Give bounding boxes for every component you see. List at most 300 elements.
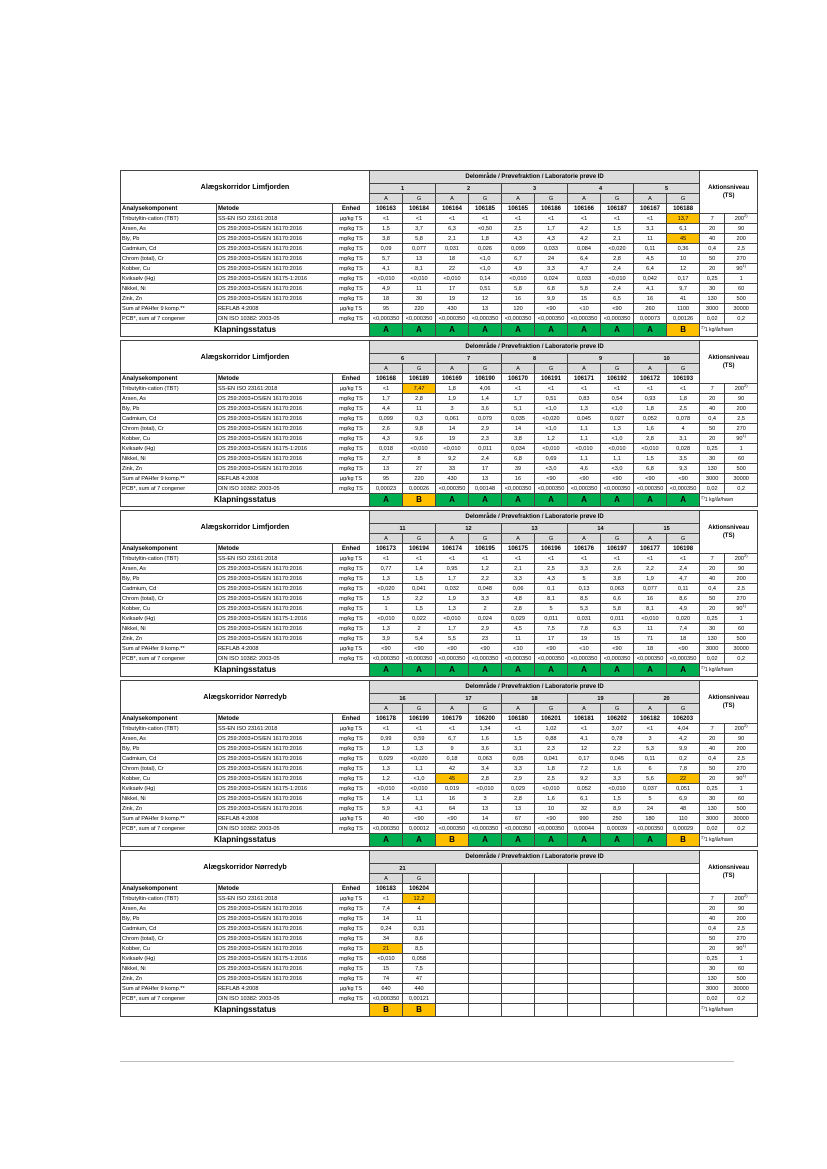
measurement-cell: 0,020 <box>667 614 700 624</box>
action-level-1: 20 <box>700 944 725 954</box>
component-unit: mg/kg TS <box>333 264 370 274</box>
measurement-cell <box>601 914 634 924</box>
sample-fraction-g: G <box>469 364 502 374</box>
measurement-cell: 1,4 <box>403 564 436 574</box>
action-level-2 <box>725 634 758 644</box>
measurement-cell: 5,9 <box>370 804 403 814</box>
sample-header: Delområde / Prøvefraktion / Laboratorie prøve ID <box>370 511 700 524</box>
action-level-label: Aktionsniveau <box>708 695 750 701</box>
measurement-cell: 990 <box>568 814 601 824</box>
subarea-number: 6 <box>370 354 436 364</box>
table-row <box>121 394 758 404</box>
status-badge: A <box>502 324 535 337</box>
measurement-cell: 4,7 <box>667 574 700 584</box>
action-level-2-value: 270 <box>736 425 746 432</box>
measurement-cell: 5,1 <box>502 404 535 414</box>
sample-fraction-a: A <box>634 704 667 714</box>
measurement-cell: <90 <box>601 644 634 654</box>
measurement-cell: <1 <box>370 214 403 224</box>
measurement-cell: 2,5 <box>535 564 568 574</box>
measurement-cell <box>469 954 502 964</box>
table-row <box>121 214 758 224</box>
measurement-cell: 4,1 <box>634 284 667 294</box>
measurement-cell <box>568 894 601 904</box>
subarea-number <box>502 864 568 874</box>
component-name: Kobber, Cu <box>121 264 217 274</box>
measurement-cell: 0,011 <box>469 444 502 454</box>
measurement-cell: 45 <box>436 774 469 784</box>
measurement-cell <box>667 944 700 954</box>
measurement-cell: 0,037 <box>634 784 667 794</box>
measurement-cell: 17 <box>436 284 469 294</box>
component-method: DS 259:2003+DS/EN 16170:2016 <box>217 394 333 404</box>
measurement-cell: 0,95 <box>436 564 469 574</box>
measurement-cell: 2,4 <box>601 284 634 294</box>
lab-sample-id: 106192 <box>601 374 634 384</box>
action-level-2 <box>725 954 758 964</box>
measurement-cell: <0,000350 <box>535 654 568 664</box>
subarea-number <box>634 864 700 874</box>
measurement-cell: 23 <box>469 634 502 644</box>
measurement-cell: 0,029 <box>370 754 403 764</box>
table-title: Alægskorridor Limfjorden <box>121 171 370 204</box>
status-badge: A <box>601 834 634 847</box>
action-level-1: 50 <box>700 764 725 774</box>
component-name: Arsen, As <box>121 224 217 234</box>
action-level-1: 40 <box>700 234 725 244</box>
component-unit: mg/kg TS <box>333 454 370 464</box>
measurement-cell <box>535 914 568 924</box>
measurement-cell: 48 <box>667 804 700 814</box>
measurement-cell <box>634 904 667 914</box>
component-unit: mg/kg TS <box>333 464 370 474</box>
component-method: DS 259:2003+DS/EN 16170:2016 <box>217 454 333 464</box>
lab-sample-id: 106172 <box>634 374 667 384</box>
measurement-cell <box>436 914 469 924</box>
measurement-cell: <0,010 <box>601 274 634 284</box>
footnote <box>700 494 758 507</box>
measurement-cell: 4,1 <box>568 734 601 744</box>
action-level-1: 20 <box>700 774 725 784</box>
subarea-number: 10 <box>634 354 700 364</box>
action-level-1: 20 <box>700 904 725 914</box>
action-level-2-value: 270 <box>736 935 746 942</box>
measurement-cell: <1 <box>370 554 403 564</box>
column-header-method: Metode <box>217 544 333 554</box>
measurement-cell: <0,000350 <box>469 824 502 834</box>
subarea-number: 18 <box>502 694 568 704</box>
measurement-cell <box>601 924 634 934</box>
measurement-cell: <1 <box>469 214 502 224</box>
status-badge <box>634 1004 667 1017</box>
table-row <box>121 954 758 964</box>
measurement-cell: <1,0 <box>403 774 436 784</box>
measurement-cell: 16 <box>502 294 535 304</box>
measurement-cell: <0,000350 <box>370 824 403 834</box>
measurement-cell: 2,6 <box>370 424 403 434</box>
analysis-table-block <box>120 340 750 507</box>
measurement-cell: 18 <box>634 644 667 654</box>
measurement-cell: 250 <box>601 814 634 824</box>
measurement-cell: 0,048 <box>469 584 502 594</box>
measurement-cell: 6,4 <box>634 264 667 274</box>
action-level-header <box>700 341 758 384</box>
measurement-cell: <0,010 <box>370 784 403 794</box>
measurement-cell: 1,5 <box>403 574 436 584</box>
action-level-2 <box>725 554 758 564</box>
component-unit: mg/kg TS <box>333 624 370 634</box>
measurement-cell <box>601 904 634 914</box>
measurement-cell: 4,1 <box>403 804 436 814</box>
action-level-sub: (TS) <box>722 703 735 709</box>
measurement-cell: 0,99 <box>370 734 403 744</box>
measurement-cell: 2,1 <box>436 234 469 244</box>
action-level-2 <box>725 894 758 904</box>
lab-sample-id: 106181 <box>568 714 601 724</box>
measurement-cell: 3 <box>634 734 667 744</box>
measurement-cell <box>667 954 700 964</box>
action-level-1: 0,25 <box>700 274 725 284</box>
measurement-cell: 2,2 <box>403 594 436 604</box>
measurement-cell: 41 <box>667 294 700 304</box>
table-row <box>121 824 758 834</box>
lab-sample-id: 106185 <box>469 204 502 214</box>
measurement-cell: 0,00039 <box>601 824 634 834</box>
analysis-table-block <box>120 680 750 847</box>
component-name: Nikkel, Ni <box>121 624 217 634</box>
table-row <box>121 314 758 324</box>
measurement-cell <box>601 894 634 904</box>
action-level-2 <box>725 934 758 944</box>
measurement-cell: 16 <box>634 294 667 304</box>
measurement-cell: 0,13 <box>568 584 601 594</box>
measurement-cell <box>568 914 601 924</box>
measurement-cell: 10 <box>667 254 700 264</box>
component-unit: mg/kg TS <box>333 414 370 424</box>
measurement-cell: <1,0 <box>535 424 568 434</box>
action-level-2-value: 30000 <box>733 985 749 992</box>
measurement-cell: 9 <box>436 744 469 754</box>
action-level-2-value: 60 <box>738 795 745 802</box>
measurement-cell: 9,2 <box>568 774 601 784</box>
action-level-2-value: 500 <box>736 465 746 472</box>
lab-sample-id: 106189 <box>403 374 436 384</box>
component-unit: µg/kg TS <box>333 384 370 394</box>
measurement-cell: <1 <box>601 554 634 564</box>
lab-sample-id <box>667 884 700 894</box>
measurement-cell <box>634 994 667 1004</box>
action-level-1: 20 <box>700 394 725 404</box>
lab-sample-id: 106191 <box>535 374 568 384</box>
component-unit: mg/kg TS <box>333 744 370 754</box>
action-level-sub: (TS) <box>722 193 735 199</box>
lab-sample-id: 106174 <box>436 544 469 554</box>
measurement-cell: 1,1 <box>403 764 436 774</box>
measurement-cell: 18 <box>436 254 469 264</box>
component-unit: mg/kg TS <box>333 994 370 1004</box>
measurement-cell: 6,5 <box>601 294 634 304</box>
lab-sample-id: 106167 <box>634 204 667 214</box>
component-method: DS 259:2003+DS/EN 16170:2016 <box>217 564 333 574</box>
sample-fraction-g: G <box>667 704 700 714</box>
component-unit: µg/kg TS <box>333 724 370 734</box>
component-name: Tributyltin-cation (TBT) <box>121 384 217 394</box>
measurement-cell: <0,000350 <box>667 654 700 664</box>
measurement-cell: 64 <box>436 804 469 814</box>
action-level-1: 20 <box>700 224 725 234</box>
measurement-cell: 33 <box>436 464 469 474</box>
measurement-cell <box>469 984 502 994</box>
lab-sample-id: 106163 <box>370 204 403 214</box>
measurement-cell: 2,6 <box>601 564 634 574</box>
measurement-cell: 0,11 <box>634 754 667 764</box>
component-name: Sum af PAHfer 9 komp.** <box>121 474 217 484</box>
measurement-cell: 0,00044 <box>568 824 601 834</box>
measurement-cell <box>601 974 634 984</box>
status-badge: A <box>502 834 535 847</box>
table-row <box>121 734 758 744</box>
measurement-cell: 0,051 <box>667 784 700 794</box>
table-row <box>121 804 758 814</box>
measurement-cell: <0,000350 <box>502 484 535 494</box>
component-method: DS 259:2003+DS/EN 16170:2016 <box>217 404 333 414</box>
component-name: Bly, Pb <box>121 574 217 584</box>
measurement-cell <box>469 934 502 944</box>
measurement-cell: 11 <box>403 404 436 414</box>
measurement-cell: 0,77 <box>370 564 403 574</box>
measurement-cell <box>436 974 469 984</box>
status-label: Klapningsstatus <box>121 494 370 507</box>
action-level-1: 130 <box>700 464 725 474</box>
measurement-cell: 19 <box>436 434 469 444</box>
measurement-cell: 4,9 <box>667 604 700 614</box>
measurement-cell <box>634 964 667 974</box>
measurement-cell: 18 <box>667 634 700 644</box>
action-level-2-value: 1 <box>739 785 743 792</box>
action-level-1: 3000 <box>700 814 725 824</box>
component-method: DIN ISO 10382: 2003-05 <box>217 824 333 834</box>
lab-sample-id: 106164 <box>436 204 469 214</box>
component-name: Kobber, Cu <box>121 604 217 614</box>
measurement-cell: 17 <box>535 634 568 644</box>
measurement-cell <box>568 974 601 984</box>
action-level-2 <box>725 964 758 974</box>
measurement-cell: <0,010 <box>634 614 667 624</box>
component-name: Nikkel, Ni <box>121 284 217 294</box>
component-method: DS 259:2003+DS/EN 16170:2016 <box>217 224 333 234</box>
measurement-cell: 1,3 <box>370 574 403 584</box>
table-row <box>121 934 758 944</box>
table-row <box>121 774 758 784</box>
measurement-cell: 0,077 <box>634 584 667 594</box>
component-method: DS 259:2003+DS/EN 16170:2016 <box>217 294 333 304</box>
measurement-cell: 13 <box>469 304 502 314</box>
measurement-cell: 0,00126 <box>667 314 700 324</box>
sample-header: Delområde / Prøvefraktion / Laboratorie prøve ID <box>370 851 700 864</box>
measurement-cell: 2,5 <box>502 224 535 234</box>
column-header-method: Metode <box>217 204 333 214</box>
measurement-cell: 1,34 <box>469 724 502 734</box>
measurement-cell: 9,6 <box>403 434 436 444</box>
measurement-cell: 8,9 <box>601 804 634 814</box>
action-level-1: 0,4 <box>700 924 725 934</box>
sample-fraction-a: A <box>370 194 403 204</box>
measurement-cell: <1 <box>502 384 535 394</box>
action-level-1: 3000 <box>700 474 725 484</box>
measurement-cell: 0,2 <box>667 754 700 764</box>
measurement-cell: 7,4 <box>370 904 403 914</box>
measurement-cell: 27 <box>403 464 436 474</box>
status-badge: A <box>436 324 469 337</box>
status-badge: A <box>502 494 535 507</box>
measurement-cell: 2,8 <box>502 604 535 614</box>
measurement-cell: 0,099 <box>502 244 535 254</box>
measurement-cell: 1100 <box>667 304 700 314</box>
measurement-cell <box>568 944 601 954</box>
action-level-label: Aktionsniveau <box>708 185 750 191</box>
column-header-unit: Enhed <box>333 544 370 554</box>
measurement-cell: 1,9 <box>436 594 469 604</box>
measurement-cell: <0,010 <box>436 274 469 284</box>
measurement-cell <box>667 934 700 944</box>
measurement-cell: 1,8 <box>469 234 502 244</box>
measurement-cell: 0,052 <box>568 784 601 794</box>
measurement-cell: 3,8 <box>502 434 535 444</box>
action-level-2 <box>725 624 758 634</box>
action-level-2 <box>725 284 758 294</box>
measurement-cell: <90 <box>436 644 469 654</box>
measurement-cell <box>502 964 535 974</box>
lab-sample-id: 106177 <box>634 544 667 554</box>
table-row <box>121 304 758 314</box>
action-level-1: 30 <box>700 284 725 294</box>
sample-fraction-g: G <box>469 534 502 544</box>
component-method: SS-EN ISO 23161:2018 <box>217 724 333 734</box>
action-level-2-value: 90 <box>738 225 745 232</box>
measurement-cell <box>502 904 535 914</box>
measurement-cell: 8,6 <box>667 594 700 604</box>
sample-fraction-a: A <box>634 364 667 374</box>
table-row <box>121 584 758 594</box>
measurement-cell: 6,4 <box>568 254 601 264</box>
action-level-2-value: 200 <box>736 235 746 242</box>
table-row <box>121 754 758 764</box>
measurement-cell: <10 <box>568 644 601 654</box>
measurement-cell: <0,000350 <box>601 314 634 324</box>
component-unit: µg/kg TS <box>333 474 370 484</box>
component-unit: mg/kg TS <box>333 424 370 434</box>
measurement-cell <box>667 994 700 1004</box>
sample-fraction-g: G <box>535 704 568 714</box>
status-label: Klapningsstatus <box>121 834 370 847</box>
measurement-cell: 2,5 <box>535 774 568 784</box>
measurement-cell: <1 <box>601 214 634 224</box>
measurement-cell: 0,18 <box>436 754 469 764</box>
table-row <box>121 244 758 254</box>
measurement-cell: 0,031 <box>568 614 601 624</box>
component-name: Cadmium, Cd <box>121 244 217 254</box>
measurement-cell: <0,000350 <box>436 484 469 494</box>
measurement-cell: <1 <box>667 554 700 564</box>
measurement-cell <box>535 984 568 994</box>
status-badge: A <box>667 494 700 507</box>
analysis-table <box>120 340 758 507</box>
action-level-header <box>700 171 758 214</box>
measurement-cell: <0,000350 <box>370 654 403 664</box>
component-method: DIN ISO 10382: 2003-05 <box>217 484 333 494</box>
measurement-cell: 0,06 <box>502 584 535 594</box>
lab-sample-id: 106193 <box>667 374 700 384</box>
measurement-cell: <0,010 <box>469 784 502 794</box>
sample-fraction-g: G <box>667 194 700 204</box>
measurement-cell: 13,7 <box>667 214 700 224</box>
sample-fraction-g: G <box>535 194 568 204</box>
sample-fraction-a: A <box>502 534 535 544</box>
component-method: DS 259:2003+DS/EN 16170:2016 <box>217 804 333 814</box>
measurement-cell: 0,05 <box>502 754 535 764</box>
table-row <box>121 744 758 754</box>
measurement-cell: <0,000350 <box>436 314 469 324</box>
measurement-cell: 0,024 <box>535 274 568 284</box>
measurement-cell: 430 <box>436 304 469 314</box>
status-badge <box>469 1004 502 1017</box>
status-badge: A <box>469 494 502 507</box>
measurement-cell: <0,010 <box>568 444 601 454</box>
action-level-1: 20 <box>700 734 725 744</box>
footnote-marker: 2) <box>701 664 705 670</box>
action-level-1: 0,02 <box>700 994 725 1004</box>
component-unit: mg/kg TS <box>333 434 370 444</box>
measurement-cell: <1,0 <box>601 434 634 444</box>
measurement-cell: 4 <box>667 424 700 434</box>
action-level-2-value: 500 <box>736 635 746 642</box>
measurement-cell: 0,17 <box>667 274 700 284</box>
measurement-cell: 5,8 <box>403 234 436 244</box>
action-level-2-footnote: 2) <box>744 723 748 728</box>
measurement-cell: 24 <box>634 804 667 814</box>
measurement-cell: 0,079 <box>469 414 502 424</box>
action-level-2-value: 2,5 <box>737 925 746 932</box>
action-level-2 <box>725 404 758 414</box>
sample-fraction-a: A <box>370 704 403 714</box>
status-label: Klapningsstatus <box>121 1004 370 1017</box>
measurement-cell: <1 <box>568 554 601 564</box>
subarea-number: 7 <box>436 354 502 364</box>
measurement-cell: 0,1 <box>535 584 568 594</box>
lab-sample-id: 106194 <box>403 544 436 554</box>
measurement-cell: 8,1 <box>403 264 436 274</box>
measurement-cell: 3,6 <box>469 404 502 414</box>
footnote-marker: 2) <box>701 834 705 840</box>
measurement-cell: 1,9 <box>634 574 667 584</box>
component-unit: µg/kg TS <box>333 894 370 904</box>
lab-sample-id: 106183 <box>370 884 403 894</box>
measurement-cell: <90 <box>568 474 601 484</box>
component-name: PCB*, sum af 7 congener <box>121 824 217 834</box>
status-badge: A <box>502 664 535 677</box>
measurement-cell <box>601 934 634 944</box>
measurement-cell: 1,3 <box>370 764 403 774</box>
subarea-number: 8 <box>502 354 568 364</box>
component-name: Arsen, As <box>121 904 217 914</box>
measurement-cell: 0,045 <box>568 414 601 424</box>
action-level-1: 40 <box>700 574 725 584</box>
analysis-table <box>120 170 758 337</box>
measurement-cell: 180 <box>634 814 667 824</box>
measurement-cell: 3,5 <box>667 454 700 464</box>
measurement-cell: 32 <box>568 804 601 814</box>
measurement-cell <box>535 964 568 974</box>
